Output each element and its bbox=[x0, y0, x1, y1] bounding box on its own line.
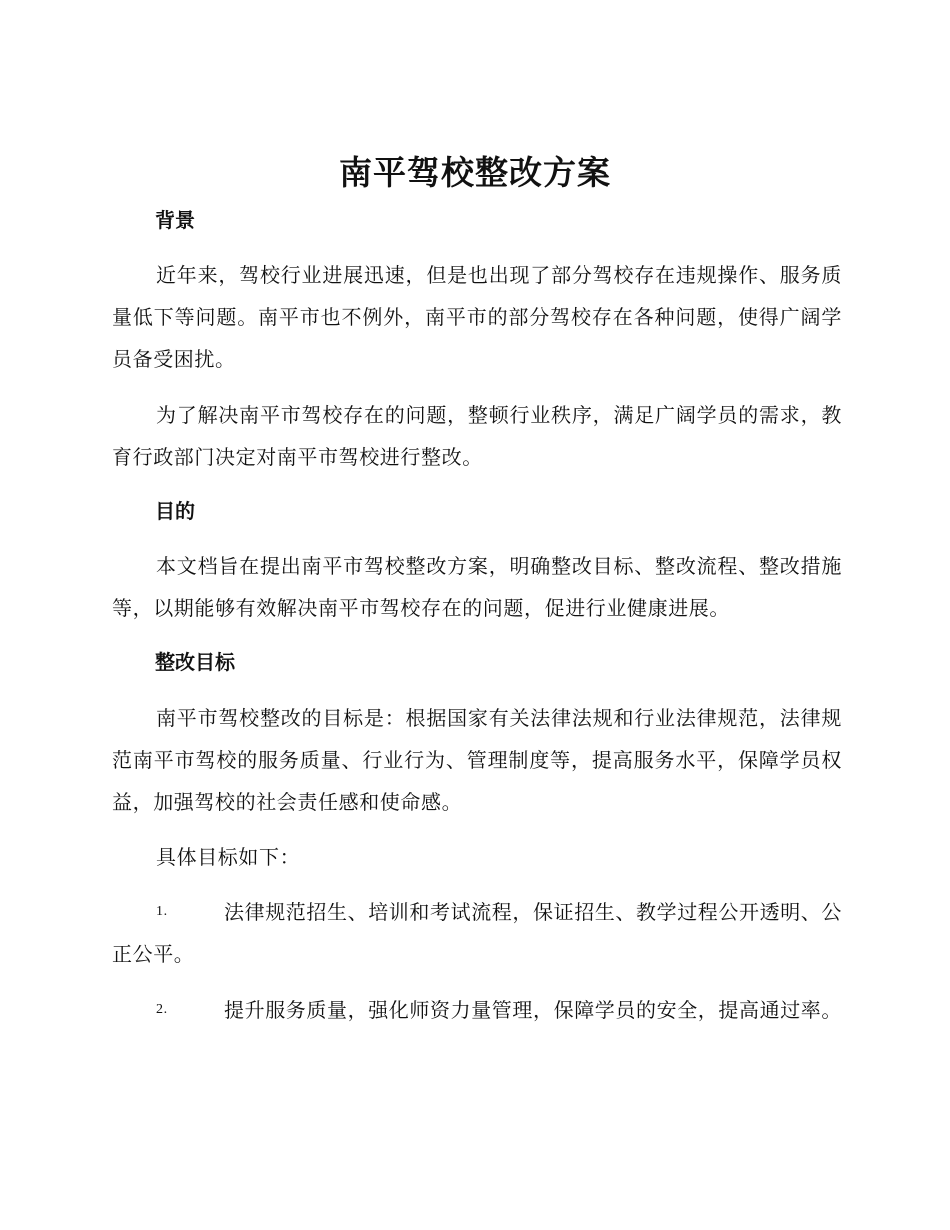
paragraph: 本文档旨在提出南平市驾校整改方案，明确整改目标、整改流程、整改措施等，以期能够有效解决南平市驾校存在的问题，促进行业健康进展。 bbox=[112, 554, 842, 620]
paragraph: 近年来，驾校行业进展迅速，但是也出现了部分驾校存在违规操作、服务质量低下等问题。南平市也不例外，南平市的部分驾校存在各种问题，使得广阔学员备受困扰。 bbox=[112, 263, 842, 371]
paragraph: 南平市驾校整改的目标是：根据国家有关法律法规和行业法律规范，法律规范南平市驾校的服务质量、行业行为、管理制度等，提高服务水平，保障学员权益，加强驾校的社会责任感和使命感。 bbox=[112, 706, 842, 814]
list-item bbox=[112, 989, 842, 1031]
document-title: 南平驾校整改方案 bbox=[339, 153, 611, 192]
section-heading-background: 背景 bbox=[155, 208, 195, 232]
list-item-number: 1. bbox=[156, 904, 168, 919]
list-item-text: 法律规范招生、培训和考试流程，保证招生、教学过程公开透明、公正公平。 bbox=[112, 900, 842, 966]
section-heading-purpose: 目的 bbox=[155, 499, 195, 523]
list-item-text: 提升服务质量，强化师资力量管理，保障学员的安全，提高通过率。 bbox=[224, 998, 842, 1022]
paragraph: 为了解决南平市驾校存在的问题，整顿行业秩序，满足广阔学员的需求，教育行政部门决定对南平市驾校进行整改。 bbox=[112, 403, 842, 469]
paragraph: 具体目标如下： bbox=[156, 845, 301, 869]
section-heading-goals: 整改目标 bbox=[155, 650, 235, 674]
list-item bbox=[112, 891, 842, 975]
list-item-number: 2. bbox=[156, 1002, 168, 1017]
